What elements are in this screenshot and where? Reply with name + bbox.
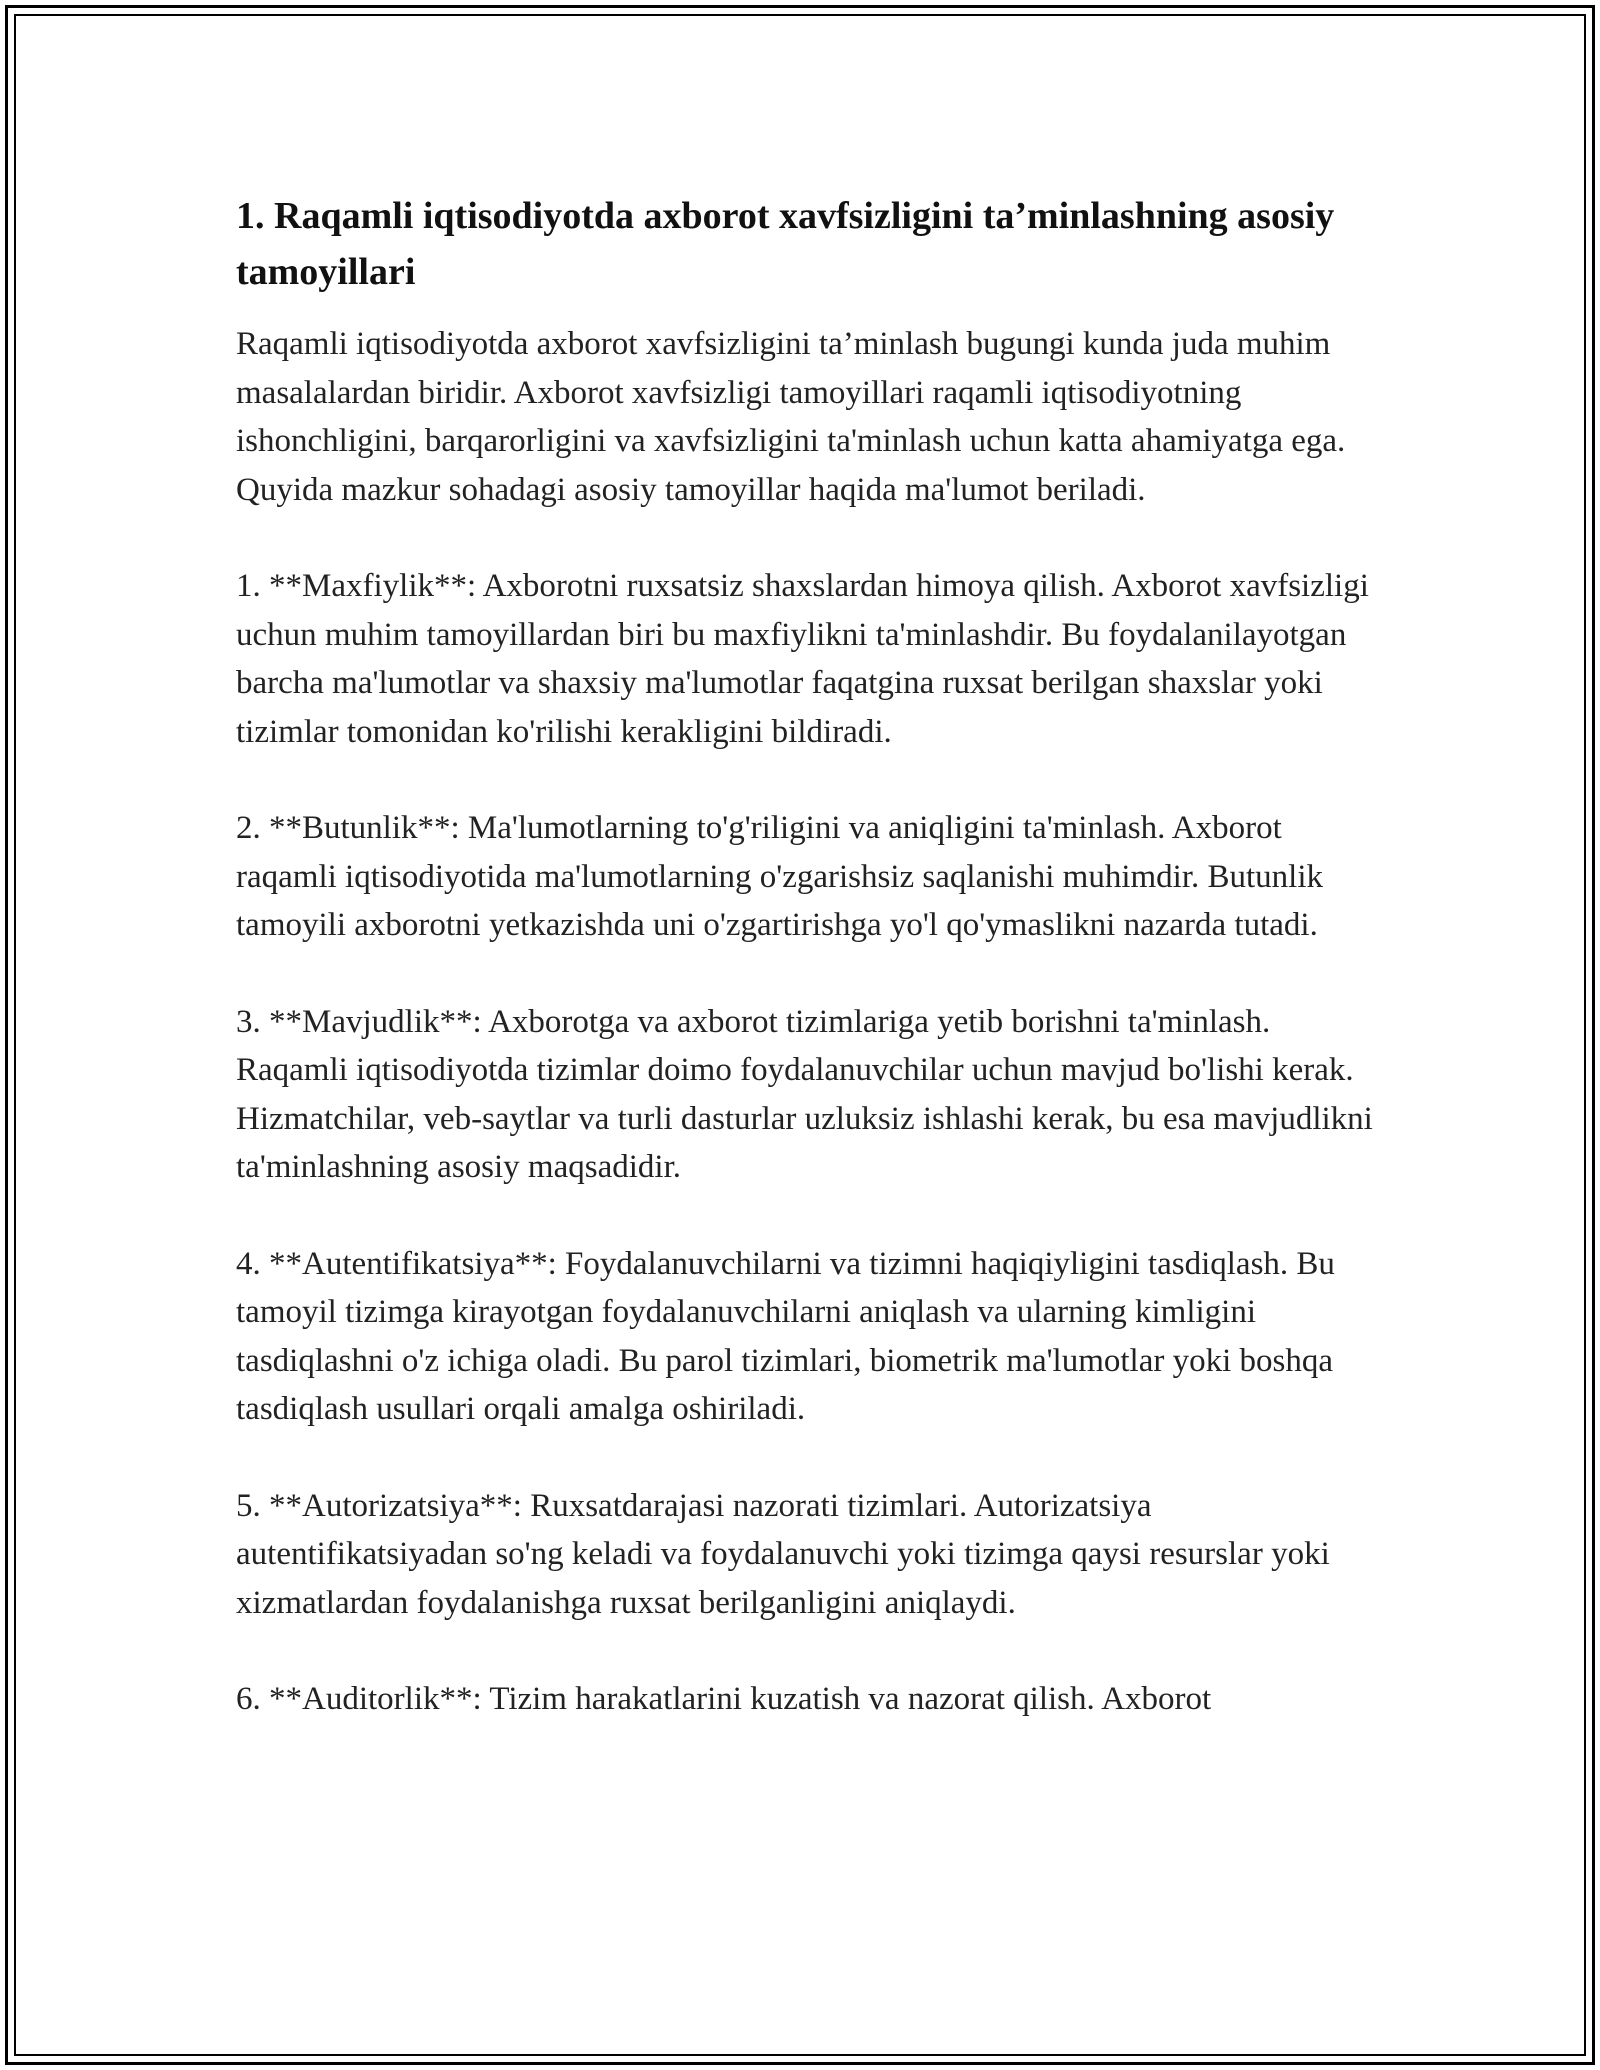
principle-authorization: 5. **Autorizatsiya**: Ruxsatdarajasi nazorati tizimlari. Autorizatsiya autentifikatsiyadan so'ng keladi va foydalanuvchi yoki tizimga qaysi resurslar yoki xizmatlardan foydalanishga ruxsat berilganligini aniqlaydi. [236, 1487, 1330, 1621]
principle-auditing: 6. **Auditorlik**: Tizim harakatlarini kuzatish va nazorat qilish. Axborot [236, 1681, 1212, 1717]
intro-paragraph: Raqamli iqtisodiyotda axborot xavfsizligini ta’minlash bugungi kunda juda muhim masalalardan biridir. Axborot xavfsizligi tamoyillari raqamli iqtisodiyotning ishonchligini, barqarorligini va xavfsizligini ta'minlash uchun katta ahamiyatga ega. Quyida mazkur sohadagi asosiy tamoyillar haqida ma'lumot beriladi. [236, 326, 1346, 508]
principle-availability: 3. **Mavjudlik**: Axborotga va axborot tizimlariga yetib borishni ta'minlash. Raqamli iqtisodiyotda tizimlar doimo foydalanuvchilar uchun mavjud bo'lishi kerak. Hizmatchilar, veb-saytlar va turli dasturlar uzluksiz ishlashi kerak, bu esa mavjudlikni ta'minlashning asosiy maqsadidir. [236, 1003, 1373, 1185]
document-page [236, 188, 1386, 1772]
section-heading: 1. Raqamli iqtisodiyotda axborot xavfsizligini ta’minlashning asosiy tamoyillari [236, 195, 1335, 293]
principle-confidentiality: 1. **Maxfiylik**: Axborotni ruxsatsiz shaxslardan himoya qilish. Axborot xavfsizligi uchun muhim tamoyillardan biri bu maxfiylikni ta'minlashdir. Bu foydalanilayotgan barcha ma'lumotlar va shaxsiy ma'lumotlar faqatgina ruxsat berilgan shaxslar yoki tizimlar tomonidan ko'rilishi kerakligini bildiradi. [236, 568, 1369, 750]
principle-authentication: 4. **Autentifikatsiya**: Foydalanuvchilarni va tizimni haqiqiyligini tasdiqlash. Bu tamoyil tizimga kirayotgan foydalanuvchilarni aniqlash va ularning kimligini tasdiqlashni o'z ichiga oladi. Bu parol tizimlari, biometrik ma'lumotlar yoki boshqa tasdiqlash usullari orqali amalga oshiriladi. [236, 1245, 1335, 1427]
principle-integrity: 2. **Butunlik**: Ma'lumotlarning to'g'riligini va aniqligini ta'minlash. Axborot raqamli iqtisodiyotida ma'lumotlarning o'zgarishsiz saqlanishi muhimdir. Butunlik tamoyili axborotni yetkazishda uni o'zgartirishga yo'l qo'ymaslikni nazarda tutadi. [236, 810, 1324, 943]
